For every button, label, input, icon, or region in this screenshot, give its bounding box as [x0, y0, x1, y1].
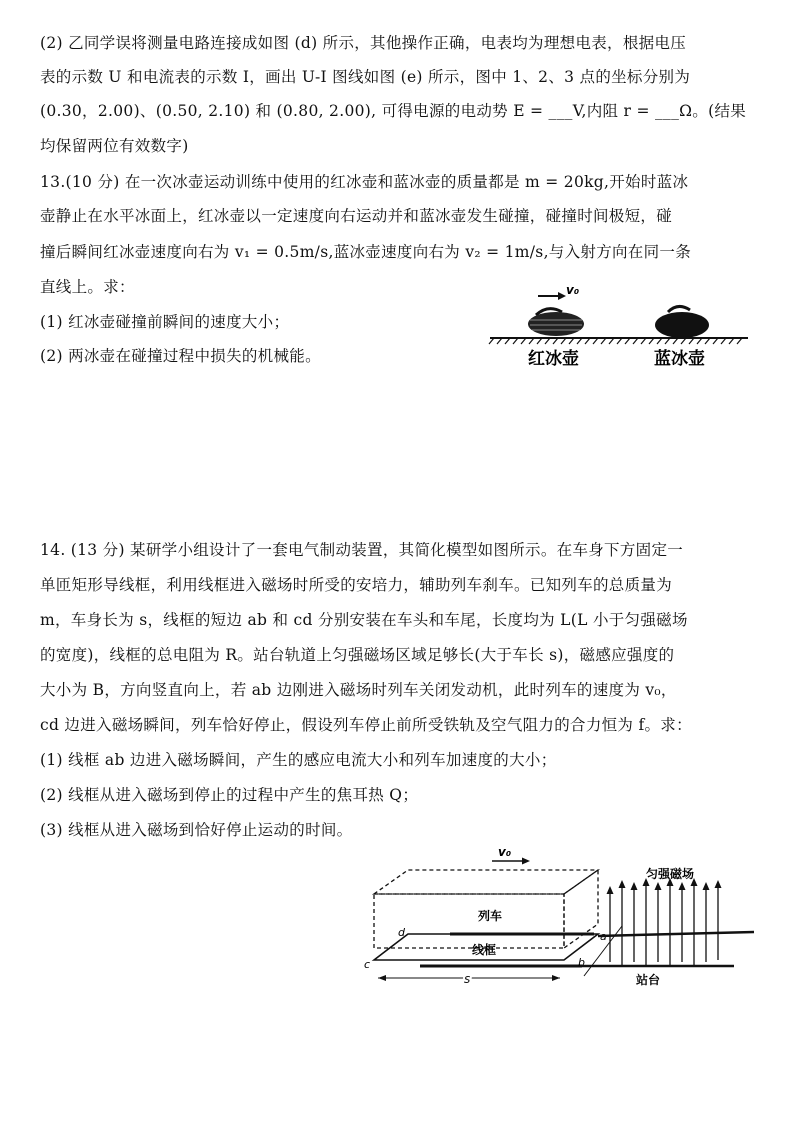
length-label: s: [464, 972, 471, 986]
velocity-label: v₀: [566, 283, 580, 297]
q14-line-4: 的宽度)，线框的总电阻为 R。站台轨道上匀强磁场区域足够长(大于车长 s)，磁感应强度的: [40, 646, 675, 664]
length-arrow-right: [552, 975, 560, 981]
platform-label: 站台: [636, 973, 661, 987]
q14-sub-2: (2) 线框从进入磁场到停止的过程中产生的焦耳热 Q；: [40, 786, 419, 804]
q13-line-1: 13.(10 分) 在一次冰壶运动训练中使用的红冰壶和蓝冰壶的质量都是 m = 20kg,开始时蓝冰: [40, 173, 689, 191]
q14-sub-3: (3) 线框从进入磁场到恰好停止运动的时间。: [40, 821, 353, 839]
q14-line-6: cd 边进入磁场瞬间，列车恰好停止，假设列车停止前所受铁轨及空气阻力的合力恒为 f。求：: [40, 716, 692, 734]
q14-line-3: m，车身长为 s，线框的短边 ab 和 cd 分别安装在车头和车尾，长度均为 L(L 小于匀强磁场: [40, 611, 688, 629]
blue-stone-label: 蓝冰壶: [654, 349, 705, 369]
q12-line-1: (2) 乙同学误将测量电路连接成如图 (d) 所示，其他操作正确，电表均为理想电表，根据电压: [40, 34, 687, 52]
q13-sub-1: (1) 红冰壶碰撞前瞬间的速度大小；: [40, 313, 290, 331]
velocity-arrow-head: [558, 292, 566, 300]
q12-line-3: (0.30，2.00)、(0.50, 2.10) 和 (0.80, 2.00), 可得电源的电动势 E = ___V,内阻 r = ___Ω。(结果: [40, 102, 747, 120]
q13-line-4: 直线上。求：: [40, 278, 135, 296]
q13-sub-2: (2) 两冰壶在碰撞过程中损失的机械能。: [40, 347, 321, 365]
q14-line-5: 大小为 B，方向竖直向上，若 ab 边刚进入磁场时列车关闭发动机，此时列车的速度为 v₀，: [40, 681, 677, 699]
red-stone-label: 红冰壶: [528, 349, 579, 369]
curling-figure: [486, 282, 756, 372]
train-velocity-arrow-head: [522, 858, 530, 865]
q12-line-2: 表的示数 U 和电流表的示数 I，画出 U-I 图线如图 (e) 所示，图中 1、2、3 点的坐标分别为: [40, 68, 691, 86]
corner-b: b: [578, 956, 585, 969]
field-label: 匀强磁场: [646, 867, 695, 881]
q12-line-4: 均保留两位有效数字): [40, 137, 189, 155]
magnetic-field-lines: [610, 884, 718, 966]
q13-line-2: 壶静止在水平冰面上，红冰壶以一定速度向右运动并和蓝冰壶发生碰撞，碰撞时间极短，碰: [40, 207, 673, 225]
frame-label: 线框: [472, 943, 497, 957]
corner-d: d: [398, 926, 405, 939]
red-stone: [528, 309, 584, 336]
q14-line-2: 单匝矩形导线框，利用线框进入磁场时所受的安培力，辅助列车刹车。已知列车的总质量为: [40, 576, 673, 594]
train-velocity-label: v₀: [498, 845, 512, 859]
train-label: 列车: [478, 909, 503, 923]
q13-line-3: 撞后瞬间红冰壶速度向右为 v₁ = 0.5m/s,蓝冰壶速度向右为 v₂ = 1m/s,与入射方向在同一条: [40, 243, 691, 261]
q14-line-1: 14. (13 分) 某研学小组设计了一套电气制动装置，其简化模型如图所示。在车身下方固定一: [40, 541, 684, 559]
length-arrow-left: [378, 975, 386, 981]
corner-c: c: [364, 958, 371, 971]
q14-sub-1: (1) 线框 ab 边进入磁场瞬间，产生的感应电流大小和列车加速度的大小；: [40, 751, 557, 769]
blue-stone: [655, 306, 709, 338]
train-braking-figure: [360, 842, 756, 994]
